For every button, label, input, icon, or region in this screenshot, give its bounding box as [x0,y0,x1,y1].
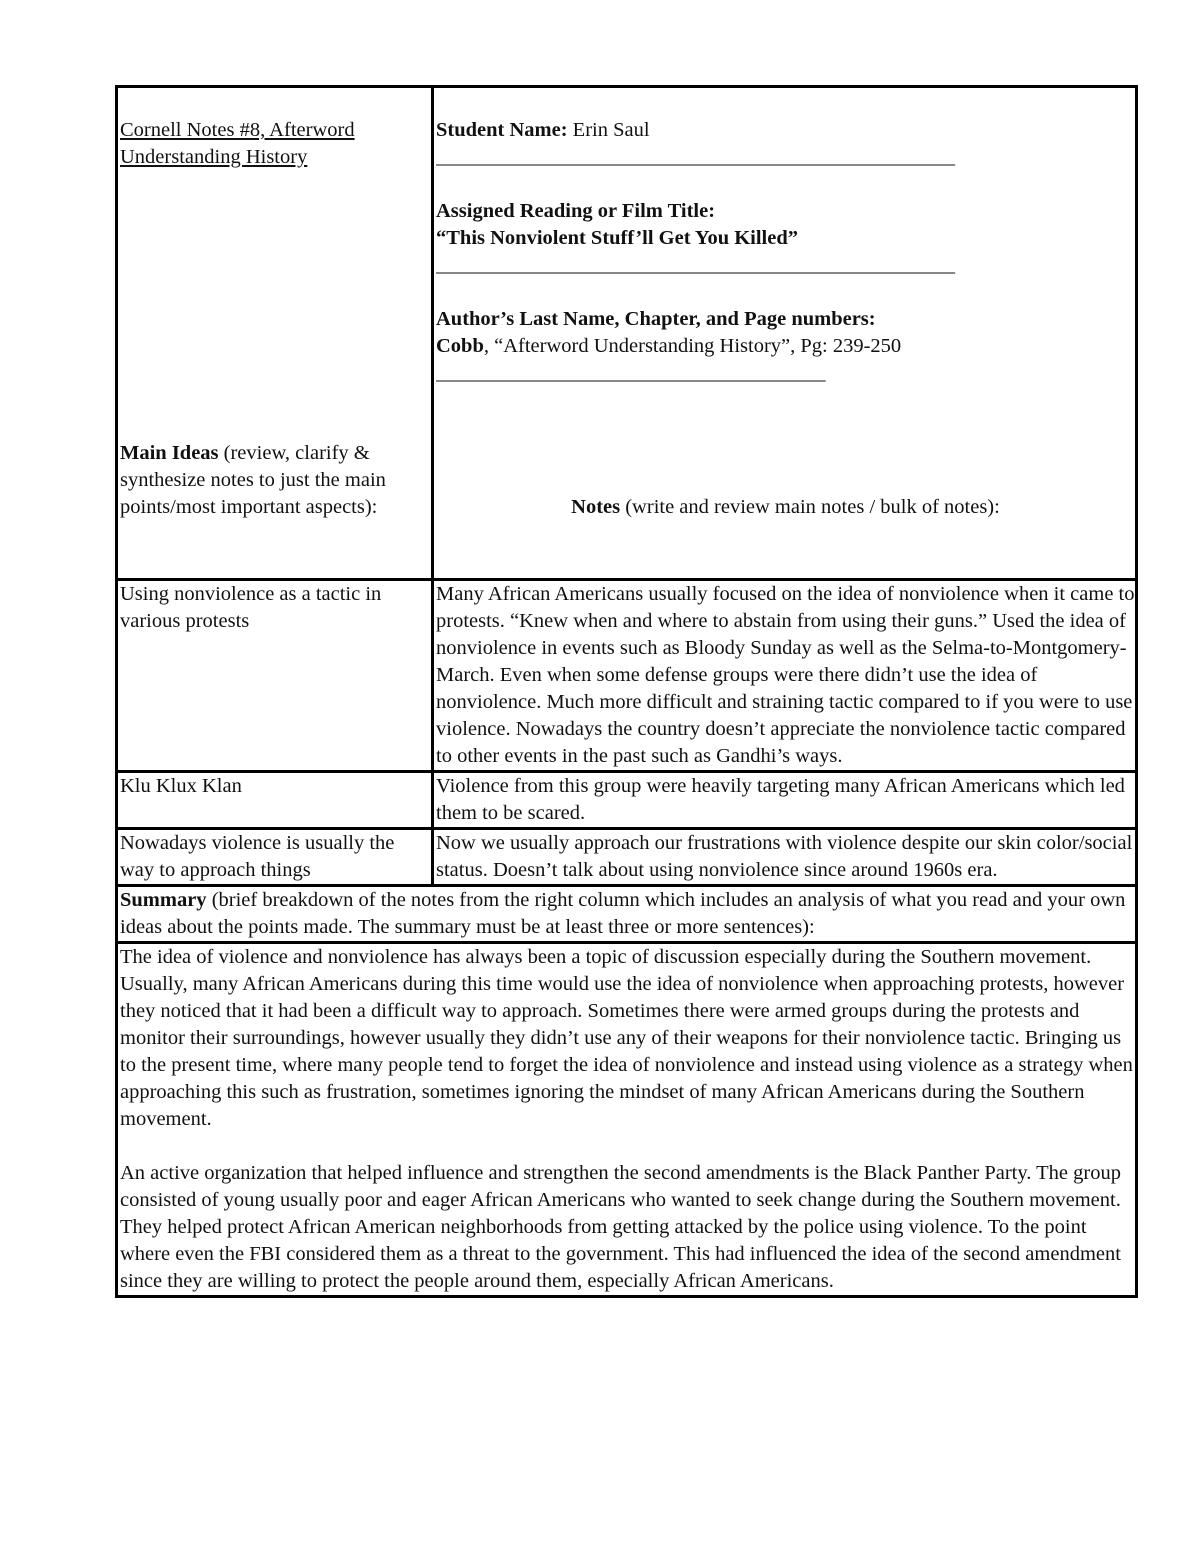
summary-heading [118,887,1135,941]
notes-title [120,117,431,171]
reading-title-value [436,225,1135,252]
reading-value-text: “This Nonviolent Stuff’ll Get You Killed” [436,227,799,249]
header-row [118,88,1135,581]
summary-body-row [118,944,1135,1295]
reading-title-rule: ________________________________________________________ [436,254,954,276]
notes-heading [436,494,1135,521]
summary-body [118,944,1135,1295]
cornell-notes-table [115,85,1138,1298]
author-name: Cobb [436,335,484,357]
notes-label: Notes [571,496,621,518]
author-details: , “Afterword Understanding History”, Pg: 239-250 [483,335,902,357]
main-ideas-heading [120,440,431,521]
author-label-text: Author’s Last Name, Chapter, and Page numbers: [436,308,876,330]
summary-paragraph-1: The idea of violence and nonviolence has always been a topic of discussion especially during the Southern movement. Usually, many African Americans during this time would use the idea of nonviolence when approaching protests, however they noticed that it had been a difficult way to approach. Sometimes there were armed groups during the protests and monitor their surroundings, however usually they didn’t use any of their weapons for their nonviolence tactic. Bringing us to the present time, where many people tend to forget the idea of nonviolence and instead using violence as a strategy when approaching this such as frustration, sometimes ignoring the mindset of many African Americans during the Southern movement. [120,946,1133,1130]
header-right-cell [434,88,1135,578]
reading-label-text: Assigned Reading or Film Title: [436,200,716,222]
student-name-label: Student Name: [436,119,568,141]
main-idea-cell: Using nonviolence as a tactic in various protests [118,581,434,770]
reading-title-label [436,198,1135,225]
author-value [436,333,1135,360]
summary-label: Summary [120,889,207,911]
main-ideas-hint: (review, clarify & synthesize notes to just the main points/most important aspects): [120,442,386,518]
note-cell: Many African Americans usually focused on the idea of nonviolence when it came to protests. “Knew when and where to abstain from using their guns.” Used the idea of nonviolence in events such as Bloody Sunday as well as the Selma-to-Montgomery-March. Even when some defense groups were there didn’t use the idea of nonviolence. Much more difficult and straining tactic compared to if you were to use violence. Nowadays the country doesn’t appreciate the nonviolence tactic compared to other events in the past such as Gandhi’s ways. [436,583,1135,767]
main-idea-cell: Klu Klux Klan [118,773,434,827]
header-left-cell [118,88,434,578]
note-cell: Now we usually approach our frustrations with violence despite our skin color/social status. Doesn’t talk about using nonviolence since around 1960s era. [436,832,1133,881]
author-label [436,306,1135,333]
note-cell: Violence from this group were heavily targeting many African Americans which led them to be scared. [436,775,1125,824]
notes-hint: (write and review main notes / bulk of notes): [620,496,1000,518]
title-line-2: Understanding History [120,146,308,168]
main-ideas-label: Main Ideas [120,442,219,464]
student-name-rule: ________________________________________________________ [436,146,954,168]
note-row [118,581,1135,773]
note-row [118,773,1135,830]
student-name-value: Erin Saul [567,119,650,141]
summary-heading-row [118,887,1135,944]
author-rule: __________________________________________ [436,362,825,384]
title-line-1: Cornell Notes #8, Afterword [120,119,355,141]
main-idea-cell: Nowadays violence is usually the way to approach things [118,830,434,884]
student-name-line [436,117,1135,144]
summary-hint: (brief breakdown of the notes from the right column which includes an analysis of what you read and your own ideas about the points made. The summary must be at least three or more sentences): [120,889,1126,938]
note-row [118,830,1135,887]
summary-paragraph-2: An active organization that helped influence and strengthen the second amendments is the Black Panther Party. The group consisted of young usually poor and eager African Americans who wanted to seek change during the Southern movement. They helped protect African American neighborhoods from getting attacked by the police using violence. To the point where even the FBI considered them as a threat to the government. This had influenced the idea of the second amendment since they are willing to protect the people around them, especially African Americans. [120,1162,1121,1292]
